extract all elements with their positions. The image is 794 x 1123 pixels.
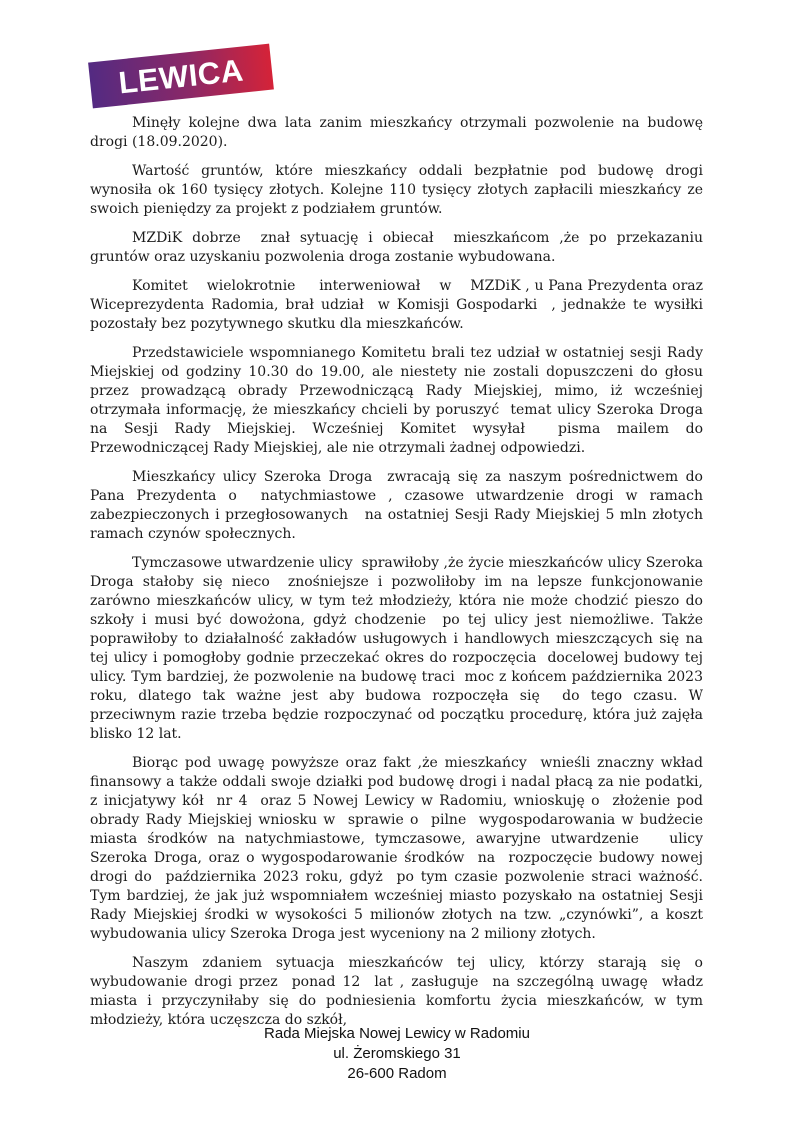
body-paragraph: Naszym zdaniem sytuacja mieszkańców tej ulicy, którzy starają się o wybudowanie drogi przez ponad 12 lat , zasługuje na szczególną uwagę władz miasta i przyczyniłaby się do podniesienia komfortu życia mieszkańców, w tym młodzieży, która uczęszcza do szkół,: [90, 955, 712, 1028]
footer-line-street: ul. Żeromskiego 31: [333, 1045, 461, 1062]
footer-line-city: 26-600 Radom: [347, 1065, 447, 1082]
body-paragraph: Biorąc pod uwagę powyższe oraz fakt ,że mieszkańcy wnieśli znaczny wkład finansowy a także oddali swoje działki pod budowę drogi i nadal płacą za nie podatki, z inicjatywy kół nr 4 oraz 5 Nowej Lewicy w Radomiu, wnioskuję o złożenie pod obrady Rady Miejskiej wniosku w sprawie o pilne wygospodarowania w budżecie miasta środków na natychmiastowe, tymczasowe, awaryjne utwardzenie ulicy Szeroka Droga, oraz o wygospodarowanie środków na rozpoczęcie budowy nowej drogi do października 2023 roku, gdyż po tym czasie pozwolenie straci ważność. Tym bardziej, że jak już wspomniałem wcześniej miasto pozyskało na ostatniej Sesji Rady Miejskiej środki w wysokości 5 milionów złotych na tzw. „czynówki”, a koszt wybudowania ulicy Szeroka Droga jest wyceniony na 2 miliony złotych.: [90, 755, 721, 942]
body-paragraph: Komitet wielokrotnie interweniował w MZDiK , u Pana Prezydenta oraz Wiceprezydenta Radomia, brał udział w Komisji Gospodarki , jednakże te wysiłki pozostały bez pozytywnego skutku dla mieszkańców.: [90, 278, 708, 332]
letter-footer: [0, 1024, 794, 1084]
body-paragraph: Mieszkańcy ulicy Szeroka Droga zwracają się za naszym pośrednictwem do Pana Prezydenta o natychmiastowe , czasowe utwardzenie drogi w ramach zabezpieczonych i przegłosowanych na ostatniej Sesji Rady Miejskiej 5 mln złotych ramach czynów społecznych.: [90, 469, 708, 542]
body-paragraph: Przedstawiciele wspomnianego Komitetu brali tez udział w ostatniej sesji Rady Miejskiej od godziny 10.30 do 19.00, ale niestety nie zostali dopuszczeni do głosu przez prowadzącą obrady Przewodniczącą Rady Miejskiej, mimo, iż wcześniej otrzymała informację, że mieszkańcy chcieli by poruszyć temat ulicy Szeroka Droga na Sesji Rady Miejskiej. Wcześniej Komitet wysyłał pisma mailem do Przewodniczącej Rady Miejskiej, ale nie otrzymali żadnej odpowiedzi.: [90, 345, 708, 456]
body-paragraph: MZDiK dobrze znał sytuację i obiecał mieszkańcom ,że po przekazaniu gruntów oraz uzyskaniu pozwolenia droga zostanie wybudowana.: [90, 230, 708, 265]
lewica-logo-text: LEWICA: [116, 52, 246, 100]
body-paragraph: Tymczasowe utwardzenie ulicy sprawiłoby ,że życie mieszkańców ulicy Szeroka Droga stałoby się nieco znośniejsze i pozwoliłoby im na lepsze funkcjonowanie zarówno mieszkańców ulicy, w tym też młodzieży, która nie może chodzić pieszo do szkoły i musi być dowożona, gdyż chodzenie po tej ulicy jest niemożliwe. Także poprawiłoby to działalność zakładów usługowych i handlowych mieszczących się na tej ulicy i pomogłoby godnie przeczekać okres do rozpoczęcia docelowej budowy tej ulicy. Tym bardziej, że pozwolenie na budowę traci moc z końcem października 2023 roku, dlatego tak ważne jest aby budowa rozpoczęła się do tego czasu. W przeciwnym razie trzeba będzie rozpoczynać od początku procedurę, która już zajęła blisko 12 lat.: [90, 555, 708, 742]
body-paragraph: Wartość gruntów, które mieszkańcy oddali bezpłatnie pod budowę drogi wynosiła ok 160 tysięcy złotych. Kolejne 110 tysięcy złotych zapłacili mieszkańcy ze swoich pieniędzy za projekt z podziałem gruntów.: [90, 163, 708, 217]
body-paragraph: Minęły kolejne dwa lata zanim mieszkańcy otrzymali pozwolenie na budowę drogi (18.09.2020).: [90, 115, 708, 150]
lewica-logo: [88, 44, 274, 109]
letter-body: [90, 114, 721, 1040]
footer-line-org: Rada Miejska Nowej Lewicy w Radomiu: [264, 1025, 530, 1042]
